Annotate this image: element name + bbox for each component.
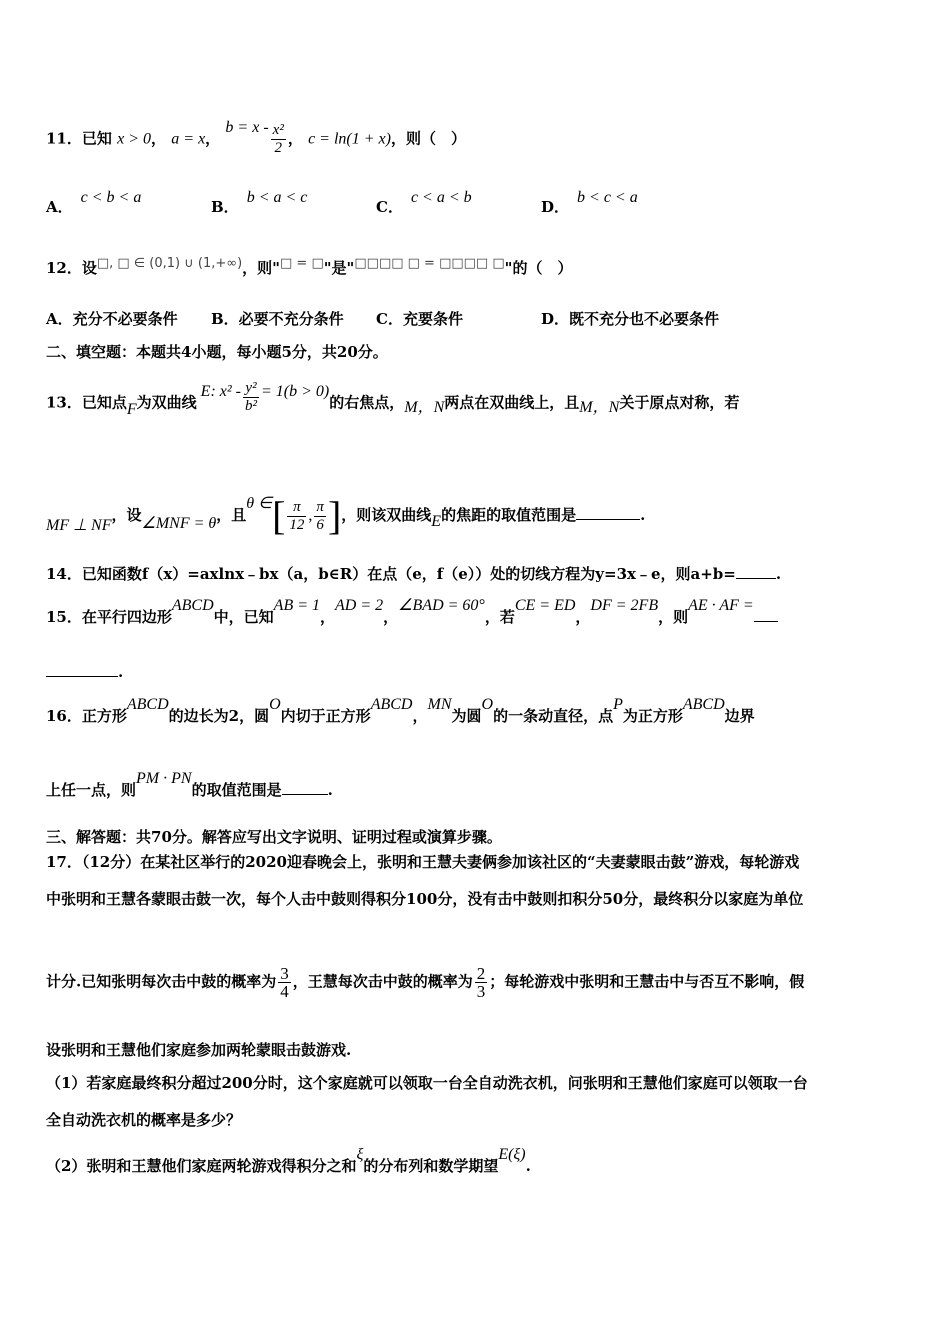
q12-text: "是" xyxy=(323,259,355,277)
q15-text: ，则 xyxy=(658,608,689,626)
q13-F: F xyxy=(126,400,137,418)
option-letter: D． xyxy=(541,198,570,216)
q11-frac-den: 2 xyxy=(274,140,282,156)
q13-frac-den: b² xyxy=(245,398,257,414)
q16-text: 为正方形 xyxy=(622,707,683,725)
q11-sep: ， xyxy=(287,129,303,148)
q17-text: （2）张明和王慧他们家庭两轮游戏得积分之和 xyxy=(46,1157,357,1175)
q15-end: . xyxy=(118,663,124,681)
q17-text: ；每轮游戏中张明和王慧击中与否互不影响，假 xyxy=(489,972,805,991)
q13-text: 为双曲线 xyxy=(136,393,197,412)
q13-MN: M，N xyxy=(579,398,620,416)
q13-left-bracket: [ xyxy=(272,493,286,538)
q13-frac-num: y² xyxy=(243,380,259,398)
q11-stem xyxy=(46,118,466,157)
q13-text: ，设 xyxy=(111,506,142,524)
q16-line1 xyxy=(46,696,755,727)
q13-perp: MF ⊥ NF xyxy=(46,517,112,534)
q15-cond: ∠BAD = 60° xyxy=(398,597,485,614)
q13-theta: θ ∈ xyxy=(246,495,273,512)
q12-option-d: D．既不充分也不必要条件 xyxy=(541,310,720,328)
q15-cond: CE = ED xyxy=(514,597,576,614)
q16-O: O xyxy=(269,696,281,713)
q15-answer-blank-a[interactable] xyxy=(754,607,778,622)
q15-answer-blank-b[interactable] xyxy=(46,662,118,677)
q16-end: . xyxy=(327,781,333,799)
frac-num: π xyxy=(316,498,324,515)
q13-E: E xyxy=(431,513,442,530)
frac-den: 12 xyxy=(289,516,305,533)
q15-cond: AE · AF = xyxy=(688,597,754,614)
q17-text: ，王慧每次击中鼓的概率为 xyxy=(292,972,473,991)
q16-text: 的一条动直径，点 xyxy=(493,707,614,725)
q11-fraction xyxy=(271,122,286,157)
q16-text: 上任一点，则 xyxy=(46,781,137,799)
q16-text: 内切于正方形 xyxy=(280,707,371,725)
q13-E: E: x² - xyxy=(200,382,241,400)
q17-line1: 17．（12分）在某社区举行的2020迎春晚会上，张明和王慧夫妻俩参加该社区的“夫妻蒙眼击鼓”游戏，每轮游戏 xyxy=(46,853,800,871)
q13-line1 xyxy=(46,380,740,421)
q17-expectation: E(ξ) xyxy=(498,1146,526,1163)
q11-sep: ， xyxy=(151,129,167,148)
q17-line4: 设张明和王慧他们家庭参加两轮蒙眼击鼓游戏. xyxy=(46,1041,352,1059)
q17-xi: ξ xyxy=(356,1146,364,1163)
q17-text: 计分.已知张明每次击中鼓的概率为 xyxy=(46,972,277,991)
option-letter: A． xyxy=(46,198,73,216)
q15-text: 中，已知 xyxy=(213,608,274,626)
q16-O: O xyxy=(481,696,494,713)
option-expr: b < c < a xyxy=(577,189,638,206)
q11-label: 11．已知 xyxy=(46,129,112,148)
q17-sub2 xyxy=(46,1146,531,1177)
q13-text: 关于原点对称，若 xyxy=(619,393,740,412)
q12-text: ，则" xyxy=(242,259,280,277)
q13-right-bracket: ] xyxy=(327,493,342,538)
q15-sep: ， xyxy=(320,608,336,626)
q15-text: 15．在平行四边形 xyxy=(46,608,172,626)
q13-text: 的右焦点， xyxy=(329,393,405,412)
q16-P: P xyxy=(613,696,623,713)
q16-text: 16．正方形 xyxy=(46,707,127,725)
q13-text: 两点在双曲线上，且 xyxy=(444,393,580,412)
q13-MN: M，N xyxy=(404,398,445,416)
q12-option-a: A．充分不必要条件 xyxy=(46,310,178,328)
q13-line2: MF ⊥ NF，设∠MNF = θ，且θ ∈[ $\frac{\pi}{12}$ , $\frac{\pi}{6}$ ]，则该双曲线E的焦距的取值范围是 . xyxy=(46,493,646,538)
frac-num: π xyxy=(287,499,306,517)
q17-end: . xyxy=(525,1157,531,1175)
option-expr: c < a < b xyxy=(410,189,472,206)
q15-cond: DF = 2FB xyxy=(590,597,659,614)
q14-text: 14．已知函数f（x）=axlnx﹣bx（a，b∈R）在点（e，f（e））处的切线方程为y=3x﹣e，则a+b= xyxy=(46,565,736,583)
q15-cond: AD = 2 xyxy=(335,597,384,614)
q17-text: 的分布列和数学期望 xyxy=(363,1157,499,1175)
q16-text: 的边长为2，圆 xyxy=(168,707,270,725)
q13-text: 的焦距的取值范围是 xyxy=(441,506,577,524)
q14-answer-blank[interactable] xyxy=(736,564,776,579)
q16-sep: ， xyxy=(412,707,428,725)
q16-ABCD: ABCD xyxy=(682,696,725,713)
option-letter: B． xyxy=(211,198,239,216)
section3-heading: 三、解答题：共70分。解答应写出文字说明、证明过程或演算步骤。 xyxy=(46,828,502,846)
q16-text: 为圆 xyxy=(451,707,482,725)
q17-sub1-line2: 全自动洗衣机的概率是多少？ xyxy=(46,1111,242,1129)
q12-cond2: □□□□ □ = □□□□ □ xyxy=(354,256,505,271)
q15-line2 xyxy=(46,662,123,682)
section2-heading: 二、填空题：本题共4小题，每小题5分，共20分。 xyxy=(46,343,388,361)
q11-tail: ，则（ ） xyxy=(390,129,466,148)
q17-line3 xyxy=(46,965,804,1000)
q11-cond-b: b = x - xyxy=(225,118,269,136)
q14-line xyxy=(46,564,781,584)
q15-line1 xyxy=(46,597,778,628)
q16-ABCD: ABCD xyxy=(126,696,169,713)
q12-cond1: □ = □ xyxy=(280,256,324,271)
q11-cond-a: a = x xyxy=(171,130,206,148)
q11-option-d xyxy=(541,189,638,217)
q13-fraction xyxy=(243,380,259,415)
q12-stem xyxy=(46,258,572,280)
q16-dot-product: PM · PN xyxy=(136,770,192,787)
q11-sep: ， xyxy=(205,129,221,148)
q11-option-a xyxy=(46,189,142,217)
q13-frac-a xyxy=(287,499,306,534)
q12-set-expr: □, □ ∈ (0,1) ∪ (1,+∞) xyxy=(96,256,243,271)
q12-label: 12．设 xyxy=(46,259,97,277)
q13-E-rhs: = 1(b > 0) xyxy=(261,382,330,400)
q13-answer-blank[interactable] xyxy=(576,505,640,520)
q11-option-c xyxy=(376,189,472,217)
q13-end: . xyxy=(640,506,646,524)
q17-sub1-line1: （1）若家庭最终积分超过200分时，这个家庭就可以领取一台全自动洗衣机，问张明和王慧他们家庭可以领取一台 xyxy=(46,1074,808,1092)
q13-text: ，且 xyxy=(216,506,247,524)
q17-line2: 中张明和王慧各蒙眼击鼓一次，每个人击中鼓则得积分100分，没有击中鼓则扣积分50分，最终积分以家庭为单位 xyxy=(46,890,804,908)
q11-option-b xyxy=(211,189,308,217)
q15-sep: ， xyxy=(383,608,399,626)
q16-line2 xyxy=(46,770,333,801)
q15-sep: ， xyxy=(575,608,591,626)
frac-num: 3 xyxy=(280,964,289,983)
q13-frac-b xyxy=(314,499,326,534)
q13-angle: ∠MNF = θ xyxy=(141,515,217,532)
q16-answer-blank[interactable] xyxy=(282,780,328,795)
option-expr: c < b < a xyxy=(80,189,142,206)
q13-text: ，则该双曲线 xyxy=(341,506,432,524)
option-letter: C． xyxy=(376,198,403,216)
q17-prob-zhang xyxy=(278,965,291,1000)
option-expr: b < a < c xyxy=(246,189,308,206)
q12-option-c: C．充要条件 xyxy=(376,310,463,328)
q14-end: . xyxy=(775,565,782,583)
q11-cond-c: c = ln(1 + x) xyxy=(308,130,391,148)
q16-text: 边界 xyxy=(724,707,755,725)
q13-text: 13．已知点 xyxy=(46,393,127,412)
q12-tail: "的（ ） xyxy=(504,259,573,277)
q11-cond-x: x > 0 xyxy=(117,130,152,148)
q15-text: ，若 xyxy=(484,608,515,626)
q11-frac-num: x² xyxy=(272,122,284,138)
q15-cond: AB = 1 xyxy=(273,597,321,614)
frac-den: 3 xyxy=(476,982,486,1001)
q16-MN: MN xyxy=(427,696,452,713)
q16-ABCD: ABCD xyxy=(370,696,413,713)
frac-den: 6 xyxy=(316,516,324,533)
frac-den: 4 xyxy=(280,982,289,1001)
q12-option-b: B．必要不充分条件 xyxy=(211,310,344,328)
q15-ABCD: ABCD xyxy=(171,597,214,614)
q16-text: 的取值范围是 xyxy=(191,781,282,799)
frac-num: 2 xyxy=(476,964,486,983)
q17-prob-wang xyxy=(475,965,488,1000)
